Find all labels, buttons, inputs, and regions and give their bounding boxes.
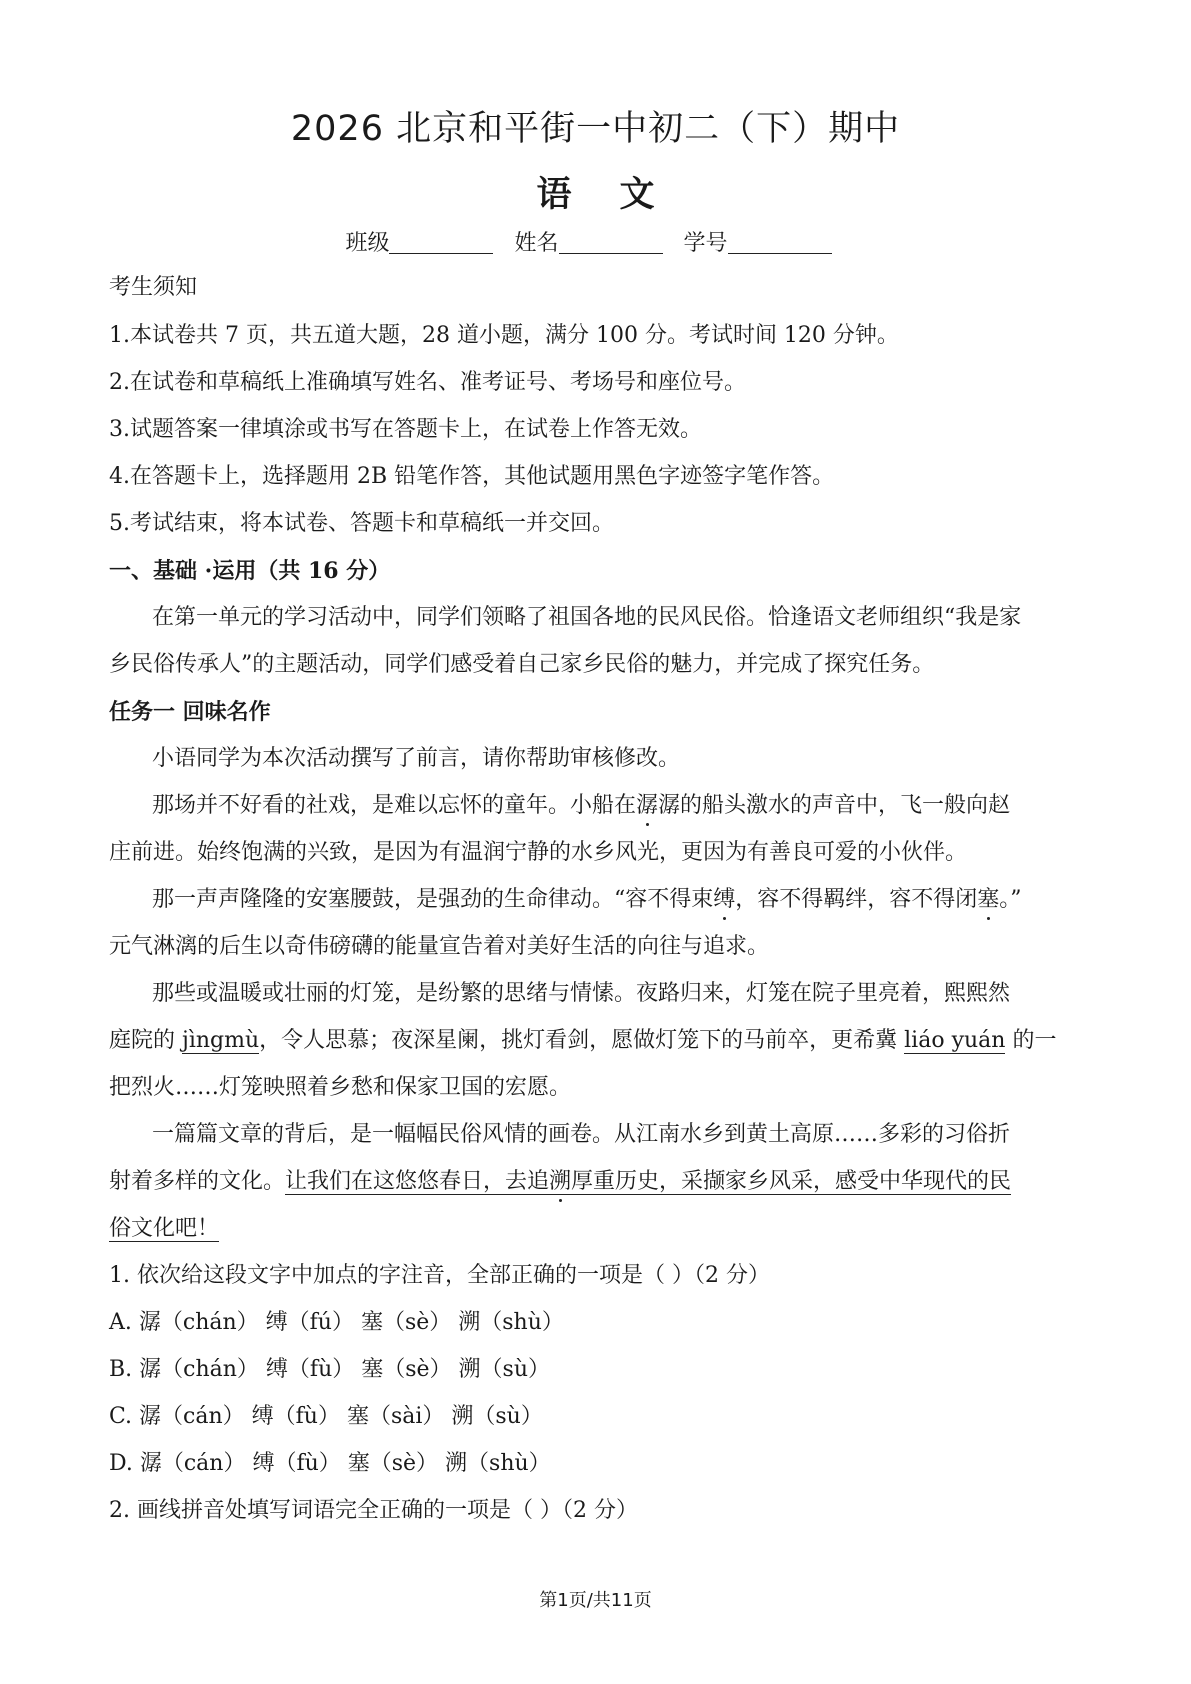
- question-option: A. 潺（chán） 缚（fú） 塞（sè） 溯（shù）: [109, 1310, 564, 1335]
- section-heading: 一、基础 ·运用（共 16 分）: [109, 558, 391, 584]
- passage-text: 潺的船头激水的声音中，飞一般向赵: [658, 793, 1011, 818]
- task-intro: 小语同学为本次活动撰写了前言，请你帮助审核修改。: [152, 746, 681, 771]
- passage-line: [109, 1026, 1056, 1056]
- passage-text: ，容不得羁绊，容不得闭: [735, 887, 978, 912]
- passage-line: 那些或温暖或壮丽的灯笼，是纷繁的思绪与情愫。夜路归来，灯笼在院子里亮着，熙熙然: [152, 981, 1011, 1006]
- exam-title: 2026 北京和平街一中初二（下）期中: [290, 109, 901, 149]
- id-blank: [728, 231, 832, 254]
- passage-text: 那场并不好看的社戏，是难以忘怀的童年。小船在: [152, 793, 637, 818]
- dotted-char: 塞: [977, 885, 999, 915]
- dotted-char: 溯: [549, 1167, 571, 1197]
- task-heading: 任务一 回味名作: [109, 699, 271, 725]
- passage-text: 的一: [1005, 1028, 1057, 1053]
- question-option: C. 潺（cán） 缚（fù） 塞（sài） 溯（sù）: [109, 1404, 543, 1429]
- passage-text: ，令人思慕；夜深星阑，挑灯看剑，愿做灯笼下的马前卒，更希冀: [259, 1028, 905, 1053]
- passage-text: 射着多样的文化。: [109, 1169, 286, 1194]
- passage-text: 。”: [999, 887, 1022, 912]
- question-option: D. 潺（cán） 缚（fù） 塞（sè） 溯（shù）: [109, 1451, 551, 1476]
- passage-text: 那一声声隆隆的安塞腰鼓，是强劲的生命律动。“容不得束: [152, 887, 714, 912]
- notice-item: 1.本试卷共 7 页，共五道大题，28 道小题，满分 100 分。考试时间 120 分钟。: [109, 323, 899, 348]
- passage-line: 一篇篇文章的背后，是一幅幅民俗风情的画卷。从江南水乡到黄土高原……多彩的习俗折: [152, 1122, 1011, 1147]
- passage-line: [109, 1167, 1011, 1197]
- notice-item: 2.在试卷和草稿纸上准确填写姓名、准考证号、考场号和座位号。: [109, 370, 746, 395]
- section-intro-line: 乡民俗传承人”的主题活动，同学们感受着自己家乡民俗的魅力，并完成了探究任务。: [109, 652, 935, 677]
- notice-heading: 考生须知: [109, 275, 198, 300]
- dotted-char: 潺: [636, 791, 658, 821]
- id-label: 学号: [683, 231, 728, 256]
- page-number: 第1页/共11页: [539, 1590, 652, 1611]
- underlined-sentence: [285, 1169, 1011, 1195]
- notice-item: 5.考试结束，将本试卷、答题卡和草稿纸一并交回。: [109, 511, 614, 536]
- section-intro-line: 在第一单元的学习活动中，同学们领略了祖国各地的民风民俗。恰逢语文老师组织“我是家: [152, 605, 1022, 630]
- question-stem: 2. 画线拼音处填写词语完全正确的一项是（ ）（2 分）: [109, 1498, 638, 1523]
- name-label: 姓名: [514, 231, 559, 256]
- underlined-sentence: 俗文化吧！: [109, 1216, 220, 1241]
- passage-line: 元气淋漓的后生以奇伟磅礴的能量宣告着对美好生活的向往与追求。: [109, 934, 770, 959]
- passage-text: 厚重历史，采撷家乡风采，感受中华现代的民: [571, 1169, 1012, 1194]
- question-option: B. 潺（chán） 缚（fù） 塞（sè） 溯（sù）: [109, 1357, 550, 1382]
- pinyin-blank: liáo yuán: [904, 1028, 1006, 1053]
- class-label: 班级: [345, 231, 390, 256]
- passage-line: [152, 885, 1022, 915]
- exam-subject: 语文: [536, 175, 703, 215]
- question-stem: 1. 依次给这段文字中加点的字注音，全部正确的一项是（ ）（2 分）: [109, 1263, 770, 1288]
- passage-line: [152, 791, 1010, 821]
- pinyin-blank: jìngmù: [182, 1028, 260, 1053]
- passage-text: 庭院的: [109, 1028, 182, 1053]
- dotted-char: 缚: [713, 885, 735, 915]
- notice-item: 3.试题答案一律填涂或书写在答题卡上，在试卷上作答无效。: [109, 417, 702, 442]
- class-blank: [389, 231, 493, 254]
- notice-item: 4.在答题卡上，选择题用 2B 铅笔作答，其他试题用黑色字迹签字笔作答。: [109, 464, 835, 489]
- name-blank: [559, 231, 663, 254]
- passage-line: [109, 1214, 219, 1244]
- passage-line: 把烈火……灯笼映照着乡愁和保家卫国的宏愿。: [109, 1075, 572, 1100]
- passage-text: 让我们在这悠悠春日，去追: [285, 1169, 550, 1194]
- student-info-line: [0, 226, 1191, 257]
- passage-line: 庄前进。始终饱满的兴致，是因为有温润宁静的水乡风光，更因为有善良可爱的小伙伴。: [109, 840, 968, 865]
